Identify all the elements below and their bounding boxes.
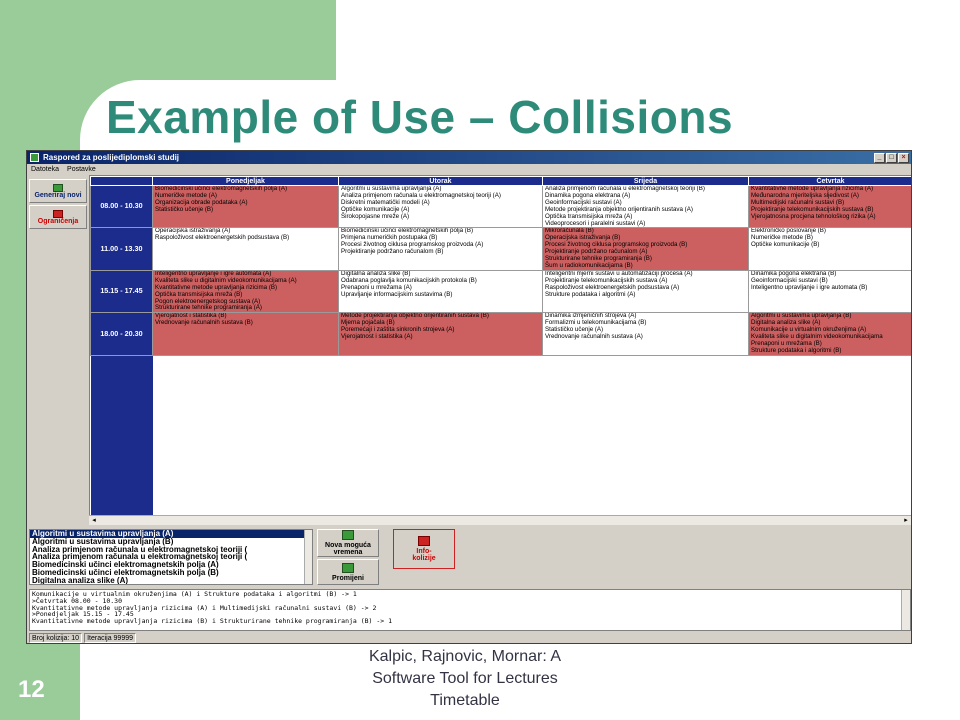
course-entry: Kvaliteta slike u digitalnim videokomunikacijama (A) [155, 276, 297, 284]
course-entry: Kvantitativne metode upravljanja rizicima (A) [751, 185, 874, 192]
course-entry: Mjerna pojačala (B) [341, 319, 395, 327]
course-entry: Organizacija obrade podataka (A) [155, 198, 248, 206]
scroll-right-icon[interactable]: ▸ [904, 517, 908, 524]
course-entry: Vrednovanje računalnih sustava (B) [155, 319, 253, 327]
course-list-item[interactable]: Analiza primjenom računala u elektromagnetskoj teoriji ( [32, 552, 248, 562]
log-scrollbar[interactable] [901, 590, 910, 631]
footer-line: Timetable [430, 692, 500, 709]
new-slots-label-2: vremena [333, 549, 363, 556]
course-entry: Procesi životnog ciklusa programskog proizvoda (A) [341, 241, 484, 249]
new-slots-icon [342, 530, 354, 540]
course-entry: Inteligentno upravljanje i igre automata (A) [155, 270, 272, 277]
course-entry: Geoinformacijski sustavi (A) [545, 198, 622, 206]
course-entry: Analiza primjenom računala u elektromagnetskoj teoriji (B) [545, 185, 705, 192]
course-entry: Odabrana poglavlja komunikacijskih protokola (B) [341, 276, 477, 284]
course-entry: Primjena numeričkih postupaka (B) [341, 234, 438, 242]
course-entry: Vrednovanje računalnih sustava (A) [545, 333, 643, 341]
course-entry: Strukturirane tehnike programiranja (B) [545, 255, 652, 263]
timeslot-row [91, 313, 913, 355]
timetable-grid [89, 175, 911, 525]
empty-cell [339, 355, 543, 530]
course-entry: Prenaponi u mrežama (A) [341, 283, 412, 291]
course-entry: Digitalna analiza slike (B) [341, 270, 411, 277]
info-label-1: Info- [416, 548, 432, 555]
change-label: Promijeni [332, 574, 364, 582]
course-entry: Algoritmi u sustavima upravljanja (A) [341, 185, 442, 192]
constraints-button[interactable] [29, 205, 87, 229]
course-entry: Inteligentno upravljanje i igre automata (B) [751, 283, 868, 291]
empty-cell [543, 355, 749, 530]
close-x-icon [53, 210, 63, 218]
menu-settings[interactable]: Postavke [67, 166, 96, 173]
course-entry: Formalizmi u telekomunikacijama (B) [545, 319, 647, 327]
course-entry: Vjerojatnost i statistika (A) [341, 333, 413, 341]
slide-number: 12 [18, 676, 45, 703]
timeslot-label: 08.00 - 10.30 [91, 186, 153, 228]
new-slots-button[interactable] [317, 529, 379, 557]
course-entry: Širokopojasne mreže (A) [341, 212, 410, 220]
course-entry: Vjerojatnosna procjena tehnološkog rizika (A) [751, 212, 876, 220]
timeslot-row [91, 270, 913, 312]
course-entry: Optičke komunikacije (B) [751, 241, 820, 249]
day-header-tuesday: Utorak [339, 177, 543, 186]
course-entry: Dinamika pogona elektrana (B) [751, 270, 837, 277]
course-entry: Projektiranje podržano računalom (B) [341, 248, 444, 256]
generate-icon [53, 184, 63, 192]
maximize-button[interactable]: □ [886, 153, 897, 163]
empty-grid-area [91, 355, 913, 530]
course-entry: Biomedicinski učinci elektromagnetskih polja (B) [341, 227, 474, 235]
course-entry: Strukture podataka i algoritmi (B) [751, 346, 842, 354]
course-entry: Optičke komunikacije (A) [341, 205, 410, 213]
course-entry: Kvaliteta slike u digitalnim videokomunikacijama [751, 333, 883, 341]
change-icon [342, 563, 354, 573]
empty-cell [749, 355, 913, 530]
course-entry: Operacijska istraživanja (B) [545, 234, 621, 242]
course-entry: Kvantitativne metode upravljanja rizicima (B) [155, 283, 278, 291]
iteration-count: Iteracija 99999 [84, 633, 136, 643]
collision-cell[interactable] [749, 313, 913, 355]
timetable-cell[interactable] [339, 186, 543, 228]
timetable-cell[interactable] [543, 270, 749, 312]
timetable-cell[interactable] [749, 270, 913, 312]
course-entry: Statističko učenje (B) [155, 205, 214, 213]
course-entry: Šum u radiokomunikacijama (B) [545, 261, 633, 269]
course-entry: Biomedicinski učinci elektromagnetskih polja (A) [155, 185, 288, 192]
course-entry: Međunarodna mjeriteljska sljedivost (A) [751, 191, 859, 199]
timetable-table [90, 176, 912, 530]
day-header-wednesday: Srijeda [543, 177, 749, 186]
course-entry: Prenaponi u mrežama (B) [751, 339, 822, 347]
course-entry: Dinamika izmjeničnih strojeva (A) [545, 312, 637, 320]
course-entry: Upravljanje informacijskim sustavima (B) [341, 290, 453, 298]
log-line: >Četvrtak 08.00 - 10.30 [32, 596, 123, 605]
course-entry: Projektiranje podržano računalom (A) [545, 248, 648, 256]
course-list-item[interactable]: Algoritmi u sustavima upravljanja (B) [32, 536, 174, 546]
course-list-item[interactable]: Digitalna analiza slike (A) [32, 575, 129, 585]
collision-cell[interactable] [153, 270, 339, 312]
course-entry: Statističko učenje (A) [545, 326, 604, 334]
log-line: >Ponedjeljak 15.15 - 17.45 [32, 610, 134, 619]
course-entry: Projektiranje telekomunikacijskih sustava (A) [545, 276, 668, 284]
course-entry: Projektiranje telekomunikacijskih sustava (B) [751, 205, 874, 213]
timetable-cell[interactable] [339, 270, 543, 312]
course-entry: Raspoloživost elektroenergetskih podsustava (B) [155, 234, 290, 242]
course-entry: Analiza primjenom računala u elektromagnetskoj teoriji (A) [341, 191, 501, 199]
course-list-item[interactable]: Biomedicinski učinci elektromagnetskih polja (A) [32, 560, 219, 570]
course-entry: Strukture podataka i algoritmi (A) [545, 290, 636, 298]
grid-horizontal-scrollbar[interactable] [89, 515, 911, 525]
course-entry: Numeričke metode (A) [155, 191, 217, 199]
timetable-cell[interactable] [339, 228, 543, 270]
course-list-item[interactable]: Biomedicinski učinci elektromagnetskih polja (B) [32, 567, 219, 577]
timeslot-label: 15.15 - 17.45 [91, 270, 153, 312]
info-collisions-button[interactable] [393, 529, 455, 569]
log-line: Komunikacije u virtualnim okruženjima (A) i Strukture podataka i algoritmi (B) -> 1 [32, 590, 357, 598]
timetable-cell[interactable] [543, 186, 749, 228]
timeslot-row [91, 228, 913, 270]
course-entry: Multimedijski računalni sustavi (B) [751, 198, 845, 206]
course-entry: Mikroračunala (B) [545, 227, 594, 235]
timetable-cell[interactable] [153, 228, 339, 270]
timeslot-label: 11.00 - 13.30 [91, 228, 153, 270]
collision-cell[interactable] [153, 313, 339, 355]
course-entry: Metode projektiranja objektno orijentiranih sustava (A) [545, 205, 693, 213]
app-icon [30, 153, 39, 162]
collision-cell[interactable] [749, 186, 913, 228]
menu-file[interactable]: Datoteka [31, 166, 60, 173]
log-line: Kvantitativne metode upravljanja rizicima (A) i Multimedijski računalni sustavi (B) -> 2 [32, 603, 377, 612]
scroll-left-icon[interactable]: ◂ [92, 517, 96, 524]
course-list-item[interactable]: Analiza primjenom računala u elektromagnetskoj teoriji ( [32, 544, 248, 554]
course-entry: Poremećaji i zaštita sinkronih strojeva (A) [341, 326, 455, 334]
course-entry: Algoritmi u sustavima upravljanja (B) [751, 312, 852, 320]
course-entry: Komunikacije u virtualnim okruženjima (A) [751, 326, 867, 334]
log-line: Kvantitativne metode upravljanja rizicima (B) i Strukturirane tehnike programiranja (B) -> 1 [32, 617, 393, 626]
course-entry: Raspoloživost elektroenergetskih podsustava (A) [545, 283, 680, 291]
collision-cell[interactable] [153, 186, 339, 228]
course-entry: Numeričke metode (B) [751, 234, 813, 242]
course-entry: Geoinformacijski sustavi (B) [751, 276, 828, 284]
slide-title: Example of Use – Collisions [106, 91, 734, 143]
empty-cell [153, 355, 339, 530]
timetable-cell[interactable] [543, 313, 749, 355]
course-entry: Strukturirane tehnike programiranja (A) [155, 304, 262, 312]
course-entry: Metode projektiranja objektno orijentiranih sustava (B) [341, 312, 489, 320]
minimize-button[interactable]: _ [874, 153, 885, 163]
generate-button[interactable] [29, 179, 87, 203]
slide-footer [330, 646, 600, 712]
course-list-item[interactable]: Algoritmi u sustavima upravljanja (A) [30, 530, 312, 538]
course-entry: Dinamika pogona elektrana (A) [545, 191, 631, 199]
collision-cell[interactable] [339, 313, 543, 355]
window-titlebar[interactable] [27, 151, 911, 164]
new-slots-label-1: Nova moguća [325, 542, 371, 549]
grid-corner [91, 177, 153, 186]
status-bar [29, 633, 138, 643]
footer-line: Kalpic, Rajnovic, Mornar: A [368, 648, 562, 665]
app-window [26, 150, 912, 644]
info-label-2: kolizije [412, 555, 436, 562]
course-entry: Operacijska istraživanja (A) [155, 227, 231, 235]
list-scrollbar[interactable] [304, 530, 312, 585]
course-entry: Elektroničko poslovanje (B) [751, 227, 826, 235]
change-button[interactable] [317, 559, 379, 585]
left-toolbar [27, 177, 89, 525]
timeslot-row [91, 186, 913, 228]
menu-bar [27, 164, 911, 175]
timeslot-label: 18.00 - 20.30 [91, 313, 153, 355]
day-header-monday: Ponedjeljak [153, 177, 339, 186]
course-entry: Optička transmisijska mreža (A) [545, 212, 633, 220]
course-list[interactable] [29, 529, 313, 585]
course-entry: Diskretni matematički modeli (A) [341, 198, 430, 206]
info-collisions-icon [418, 536, 430, 546]
bottom-panel [27, 525, 912, 644]
collision-count: Broj kolizija: 10 [29, 633, 82, 643]
generate-label: Generiraj novi [34, 191, 82, 199]
footer-line: Software Tool for Lectures [372, 670, 558, 687]
empty-time-column [91, 355, 153, 530]
collision-log[interactable] [29, 589, 911, 631]
course-entry: Digitalna analiza slike (A) [751, 319, 821, 327]
course-entry: Pogon elektroenergetskog sustava (A) [155, 297, 261, 305]
collision-cell[interactable] [543, 228, 749, 270]
timetable-cell[interactable] [749, 228, 913, 270]
close-button[interactable]: × [898, 153, 909, 163]
course-entry: Vjerojatnost i statistika (B) [155, 312, 227, 320]
course-entry: Inteligentni mjerni sustavi u automatizaciji procesa (A) [545, 270, 693, 277]
constraints-label: Ograničenja [37, 217, 79, 225]
day-header-thursday: Četvrtak [749, 177, 913, 186]
course-entry: Procesi životnog ciklusa programskog proizvoda (B) [545, 241, 688, 249]
course-entry: Optička transmisijska mreža (B) [155, 290, 243, 298]
course-entry: Videoprocesori i paralelni sustavi (A) [545, 219, 646, 227]
window-title: Raspored za poslijediplomski studij [43, 153, 180, 162]
